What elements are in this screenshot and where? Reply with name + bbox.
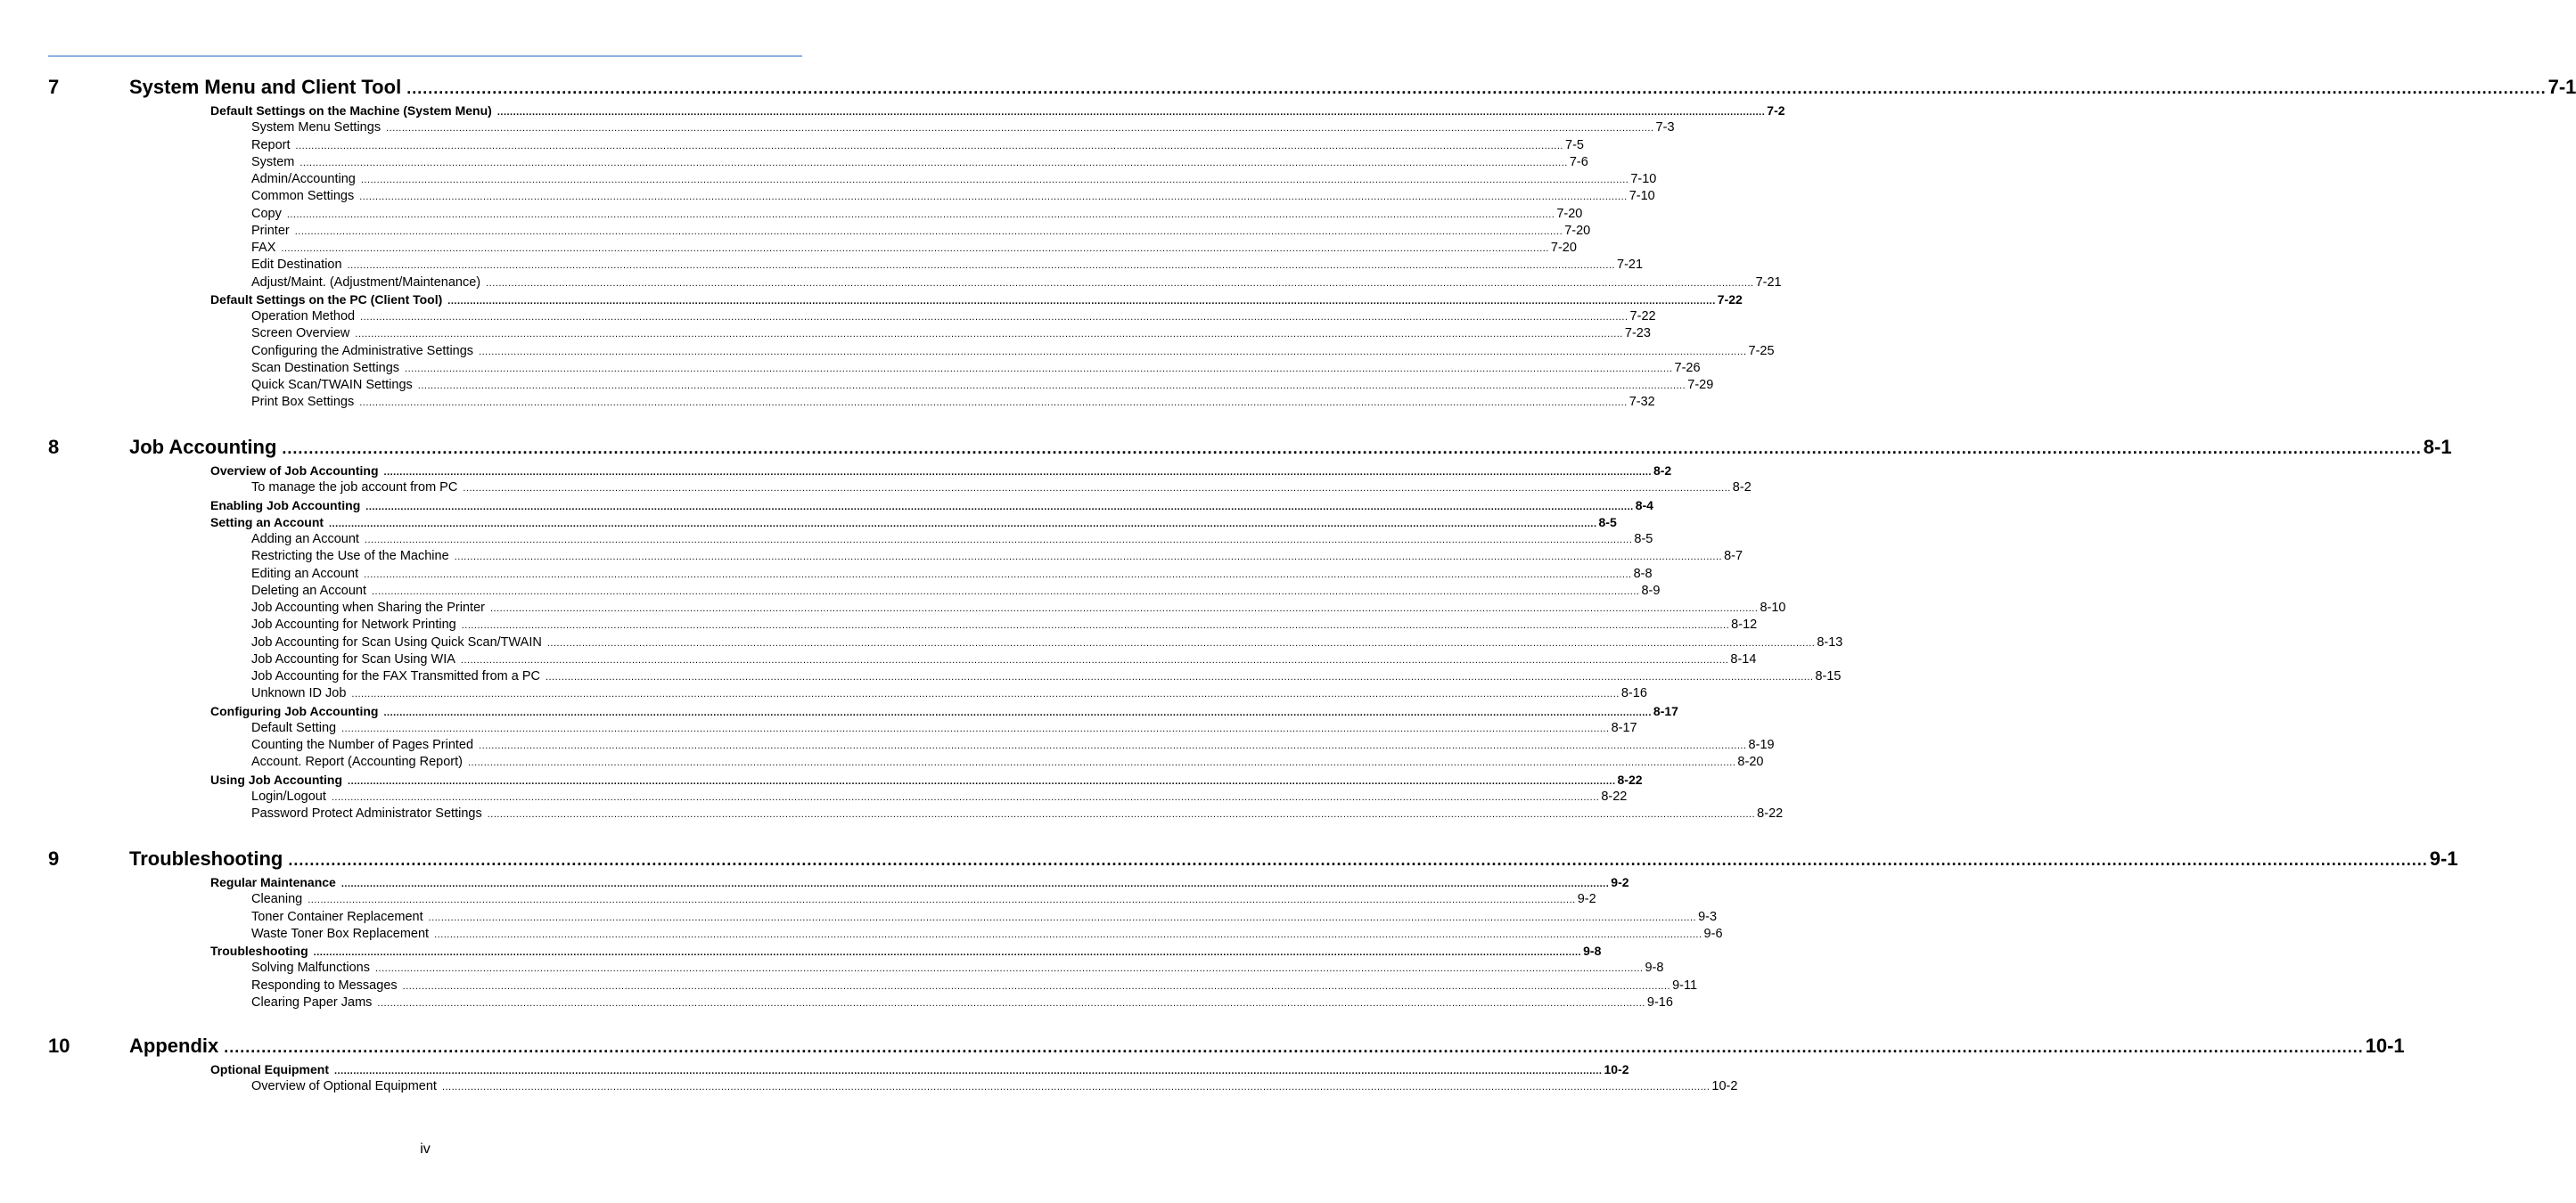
- dot-leader: ................................................................................................................................................................................................................................................................................................................................................................................................................: [489, 603, 1759, 614]
- toc-entry-title: Troubleshooting: [210, 944, 308, 958]
- toc-subsection[interactable]: [251, 754, 1764, 771]
- toc-subsection[interactable]: [251, 789, 1628, 806]
- dot-leader: ................................................................................................................................................................................................................................................................................................................................................................................................................: [329, 518, 1597, 529]
- toc-subsection[interactable]: [251, 926, 1723, 943]
- toc-subsection[interactable]: [251, 325, 1651, 342]
- toc-subsection[interactable]: [251, 343, 1775, 360]
- dot-leader: ................................................................................................................................................................................................................................................................................................................................................................................................................: [351, 689, 1620, 700]
- toc-subsection[interactable]: [251, 685, 1647, 702]
- toc-entry-title: Restricting the Use of the Machine: [251, 549, 449, 564]
- toc-subsection[interactable]: [251, 377, 1714, 394]
- toc-entry-title: Print Box Settings: [251, 395, 355, 410]
- toc-entry-title: Adding an Account: [251, 532, 359, 546]
- dot-leader: ................................................................................................................................................................................................................................................................................................................................................................................................................: [331, 791, 1600, 803]
- toc-entry-title: Common Settings: [251, 189, 355, 204]
- toc-entry-page: 9-8: [1645, 961, 1664, 976]
- toc-subsection[interactable]: [251, 206, 1583, 223]
- toc-section[interactable]: [210, 1061, 1629, 1078]
- toc-entry-page: 8-13: [1817, 634, 1843, 650]
- toc-entry-page: 8-16: [1620, 686, 1647, 701]
- toc-entry-page: 8-19: [1748, 738, 1775, 752]
- toc-entry-page: 9-8: [1583, 944, 1602, 958]
- toc-entry-title: Deleting an Account: [251, 583, 366, 598]
- toc-entry-page: 7-2: [1767, 103, 1785, 118]
- toc-subsection[interactable]: [251, 188, 1655, 205]
- dot-leader: ................................................................................................................................................................................................................................................................................................................................................................................................................: [546, 637, 1816, 649]
- dot-leader: ................................................................................................................................................................................................................................................................................................................................................................................................................: [359, 192, 1628, 203]
- toc-entry-page: 10-2: [1711, 1079, 1738, 1094]
- chapter-title: Job Accounting: [129, 436, 277, 458]
- toc-entry-page: 8-17: [1611, 720, 1637, 735]
- header-rule: [48, 55, 802, 57]
- toc-entry-page: 7-10: [1630, 172, 1657, 186]
- dot-leader: ................................................................................................................................................................................................................................................................................................................................................................................................................: [460, 654, 1729, 666]
- toc-entry-page: 8-10: [1760, 601, 1786, 615]
- toc-entry-title: Toner Container Replacement: [251, 909, 423, 924]
- toc-section[interactable]: [210, 943, 1602, 960]
- toc-entry-title: Screen Overview: [251, 326, 350, 341]
- toc-subsection[interactable]: [251, 223, 1591, 240]
- dot-leader: ................................................................................................................................................................................................................................................................................................................................................................................................................: [364, 569, 1632, 580]
- toc-entry-page: 8-5: [1634, 532, 1653, 546]
- toc-entry-page: 8-12: [1731, 618, 1758, 633]
- dot-leader: ................................................................................................................................................................................................................................................................................................................................................................................................................: [355, 329, 1623, 340]
- toc-subsection[interactable]: [251, 566, 1653, 583]
- toc-entry-page: 8-14: [1730, 651, 1757, 667]
- toc-entry-title: Job Accounting for Scan Using Quick Scan/TWAIN: [251, 634, 542, 650]
- toc-entry-title: Default Setting: [251, 720, 337, 735]
- dot-leader: ................................................................................................................................................................................................................................................................................................................................................................................................................: [340, 879, 1610, 889]
- chapter-page: 7-1: [2547, 76, 2576, 98]
- toc-entry-page: 7-20: [1550, 241, 1577, 255]
- toc-entry-title: To manage the job account from PC: [251, 480, 458, 495]
- dot-leader: ................................................................................................................................................................................................................................................................................................................................................................................................................: [496, 107, 1766, 118]
- toc-subsection[interactable]: [251, 1078, 1738, 1095]
- dot-leader: ................................................................................................................................................................................................................................................................................................................................................................................................................: [428, 912, 1697, 923]
- toc-entry-page: 8-7: [1724, 549, 1743, 564]
- toc-entry-title: Report: [251, 137, 291, 152]
- chapter-title-line[interactable]: [129, 74, 2576, 101]
- dot-leader: ................................................................................................................................................................................................................................................................................................................................................................................................................: [282, 439, 2422, 457]
- dot-leader: ................................................................................................................................................................................................................................................................................................................................................................................................................: [383, 707, 1652, 718]
- chapter-heading[interactable]: [48, 74, 2576, 101]
- chapter-heading[interactable]: [48, 1033, 2405, 1060]
- dot-leader: ................................................................................................................................................................................................................................................................................................................................................................................................................: [360, 312, 1628, 323]
- toc-entry-page: 7-3: [1655, 120, 1675, 135]
- toc-entry-page: 7-20: [1556, 206, 1583, 221]
- chapter-heading[interactable]: [48, 434, 2452, 461]
- toc-entry-page: 9-2: [1577, 892, 1596, 907]
- toc-subsection[interactable]: [251, 360, 1701, 377]
- dot-leader: ................................................................................................................................................................................................................................................................................................................................................................................................................: [224, 1038, 2364, 1056]
- dot-leader: ................................................................................................................................................................................................................................................................................................................................................................................................................: [294, 225, 1563, 237]
- chapter-number: 8: [48, 436, 60, 458]
- toc-subsection[interactable]: [251, 891, 1596, 908]
- dot-leader: ................................................................................................................................................................................................................................................................................................................................................................................................................: [348, 775, 1616, 787]
- toc-subsection[interactable]: [251, 960, 1664, 977]
- toc-entry-title: Edit Destination: [251, 258, 342, 273]
- toc-entry-title: Default Settings on the PC (Client Tool): [210, 291, 443, 307]
- toc-entry-page: 7-25: [1748, 343, 1775, 358]
- chapter-title: Appendix: [129, 1035, 219, 1057]
- toc-entry-title: Configuring Job Accounting: [210, 703, 379, 718]
- dot-leader: ................................................................................................................................................................................................................................................................................................................................................................................................................: [299, 157, 1568, 168]
- toc-entry-title: Overview of Optional Equipment: [251, 1079, 437, 1094]
- dot-leader: ................................................................................................................................................................................................................................................................................................................................................................................................................: [486, 277, 1754, 289]
- toc-entry-title: Setting an Account: [210, 514, 324, 529]
- toc-entry-title: Unknown ID Job: [251, 686, 347, 701]
- dot-leader: ................................................................................................................................................................................................................................................................................................................................................................................................................: [479, 346, 1747, 357]
- toc-subsection[interactable]: [251, 978, 1698, 994]
- chapter-page: 9-1: [2429, 847, 2458, 870]
- toc-entry-page: 8-5: [1598, 514, 1617, 529]
- toc-subsection[interactable]: [251, 257, 1644, 274]
- toc-subsection[interactable]: [251, 119, 1675, 136]
- dot-leader: ................................................................................................................................................................................................................................................................................................................................................................................................................: [461, 620, 1730, 632]
- toc-entry-title: System: [251, 154, 295, 169]
- chapter-page: 10-1: [2365, 1035, 2405, 1057]
- toc-entry-title: Quick Scan/TWAIN Settings: [251, 378, 413, 392]
- toc-subsection[interactable]: [251, 651, 1757, 668]
- toc-subsection[interactable]: [251, 617, 1758, 634]
- dot-leader: ................................................................................................................................................................................................................................................................................................................................................................................................................: [434, 929, 1702, 940]
- toc-entry-title: System Menu Settings: [251, 120, 381, 135]
- toc-entry-title: Printer: [251, 223, 290, 238]
- toc-entry-page: 7-32: [1628, 395, 1655, 410]
- dot-leader: ................................................................................................................................................................................................................................................................................................................................................................................................................: [359, 397, 1628, 409]
- toc-subsection[interactable]: [251, 600, 1786, 617]
- chapter-number: 9: [48, 847, 60, 870]
- toc-section[interactable]: [210, 772, 1643, 789]
- chapter-title: System Menu and Client Tool: [129, 76, 402, 98]
- dot-leader: ................................................................................................................................................................................................................................................................................................................................................................................................................: [286, 209, 1555, 220]
- toc-entry-page: 7-29: [1687, 378, 1714, 392]
- toc-entry-page: 7-20: [1564, 223, 1591, 238]
- chapter-heading[interactable]: [48, 846, 2458, 872]
- toc-entry-page: 9-3: [1698, 909, 1718, 924]
- toc-section[interactable]: [210, 874, 1629, 891]
- toc-subsection[interactable]: [251, 531, 1653, 548]
- toc-entry-title: Cleaning: [251, 892, 303, 907]
- toc-subsection[interactable]: [251, 737, 1775, 754]
- dot-leader: ................................................................................................................................................................................................................................................................................................................................................................................................................: [360, 175, 1629, 185]
- toc-entry-title: Admin/Accounting: [251, 172, 356, 186]
- toc-subsection[interactable]: [251, 668, 1842, 685]
- dot-leader: ................................................................................................................................................................................................................................................................................................................................................................................................................: [371, 585, 1640, 597]
- toc-subsection[interactable]: [251, 171, 1657, 188]
- toc-entry-title: Clearing Paper Jams: [251, 994, 373, 1010]
- toc-entry-page: 9-11: [1672, 978, 1698, 993]
- toc-entry-page: 7-26: [1674, 360, 1701, 375]
- toc-subsection[interactable]: [251, 583, 1661, 600]
- toc-entry-page: 8-22: [1757, 806, 1784, 821]
- toc-entry-title: Copy: [251, 206, 282, 221]
- dot-leader: ................................................................................................................................................................................................................................................................................................................................................................................................................: [487, 809, 1756, 820]
- dot-leader: ................................................................................................................................................................................................................................................................................................................................................................................................................: [467, 757, 1736, 769]
- dot-leader: ................................................................................................................................................................................................................................................................................................................................................................................................................: [365, 501, 1634, 512]
- toc-entry-page: 7-10: [1628, 189, 1655, 204]
- toc-entry-title: Overview of Job Accounting: [210, 463, 379, 478]
- toc-subsection[interactable]: [251, 548, 1743, 565]
- page-number: iv: [420, 1142, 431, 1157]
- dot-leader: ................................................................................................................................................................................................................................................................................................................................................................................................................: [288, 851, 2428, 869]
- chapter-title: Troubleshooting: [129, 847, 283, 870]
- dot-leader: ................................................................................................................................................................................................................................................................................................................................................................................................................: [383, 467, 1652, 478]
- dot-leader: ................................................................................................................................................................................................................................................................................................................................................................................................................: [402, 980, 1671, 992]
- toc-entry-page: 8-17: [1653, 703, 1678, 718]
- toc-entry-page: 10-2: [1604, 1062, 1629, 1076]
- dot-leader: ................................................................................................................................................................................................................................................................................................................................................................................................................: [341, 723, 1610, 734]
- toc-subsection[interactable]: [251, 137, 1584, 154]
- toc-entry-title: Editing an Account: [251, 566, 359, 581]
- dot-leader: ................................................................................................................................................................................................................................................................................................................................................................................................................: [295, 140, 1563, 151]
- toc-entry-title: Job Accounting for the FAX Transmitted from a PC: [251, 669, 540, 683]
- toc-entry-title: Configuring the Administrative Settings: [251, 343, 474, 358]
- dot-leader: ................................................................................................................................................................................................................................................................................................................................................................................................................: [405, 363, 1673, 374]
- toc-entry-title: Regular Maintenance: [210, 875, 336, 889]
- toc-entry-page: 9-6: [1703, 926, 1723, 941]
- dot-leader: ................................................................................................................................................................................................................................................................................................................................................................................................................: [308, 895, 1576, 906]
- toc-subsection[interactable]: [251, 154, 1588, 171]
- toc-entry-page: 8-2: [1653, 463, 1672, 478]
- dot-leader: ................................................................................................................................................................................................................................................................................................................................................................................................................: [441, 1082, 1710, 1093]
- toc-entry-title: Adjust/Maint. (Adjustment/Maintenance): [251, 274, 481, 290]
- toc-entry-page: 8-9: [1641, 583, 1661, 598]
- toc-entry-page: 7-22: [1629, 309, 1656, 323]
- toc-entry-page: 7-6: [1569, 154, 1588, 169]
- toc-entry-title: Login/Logout: [251, 789, 326, 804]
- toc-subsection[interactable]: [251, 909, 1718, 926]
- dot-leader: ................................................................................................................................................................................................................................................................................................................................................................................................................: [447, 295, 1716, 307]
- toc-entry-title: Default Settings on the Machine (System Menu): [210, 103, 492, 118]
- chapter-title-line[interactable]: [129, 846, 2458, 872]
- toc-entry-title: Enabling Job Accounting: [210, 497, 361, 512]
- toc-section[interactable]: [210, 497, 1653, 514]
- dot-leader: ................................................................................................................................................................................................................................................................................................................................................................................................................: [386, 123, 1654, 135]
- dot-leader: ................................................................................................................................................................................................................................................................................................................................................................................................................: [406, 79, 2547, 97]
- toc-section[interactable]: [210, 514, 1617, 531]
- toc-entry-page: 8-4: [1635, 497, 1653, 512]
- toc-entry-title: Password Protect Administrator Settings: [251, 806, 482, 821]
- dot-leader: ................................................................................................................................................................................................................................................................................................................................................................................................................: [281, 243, 1549, 254]
- toc-entry-title: Scan Destination Settings: [251, 360, 400, 375]
- chapter-title-line[interactable]: [129, 1033, 2405, 1060]
- dot-leader: ................................................................................................................................................................................................................................................................................................................................................................................................................: [454, 552, 1723, 563]
- toc-entry-title: Solving Malfunctions: [251, 961, 370, 976]
- dot-leader: ................................................................................................................................................................................................................................................................................................................................................................................................................: [364, 535, 1633, 545]
- toc-entry-page: 9-16: [1646, 994, 1673, 1010]
- toc-subsection[interactable]: [251, 994, 1673, 1011]
- toc-section[interactable]: [210, 462, 1672, 479]
- toc-section[interactable]: [210, 703, 1678, 720]
- chapter-number: 10: [48, 1035, 70, 1057]
- dot-leader: ................................................................................................................................................................................................................................................................................................................................................................................................................: [377, 997, 1645, 1009]
- toc-entry-page: 7-21: [1617, 258, 1644, 273]
- toc-entry-title: Using Job Accounting: [210, 772, 343, 787]
- toc-entry-page: 8-22: [1617, 772, 1643, 787]
- toc-entry-page: 8-2: [1732, 480, 1752, 495]
- toc-entry-page: 7-21: [1755, 274, 1782, 290]
- chapter-number: 7: [48, 76, 60, 98]
- toc-entry-title: Counting the Number of Pages Printed: [251, 738, 474, 752]
- dot-leader: ................................................................................................................................................................................................................................................................................................................................................................................................................: [463, 483, 1731, 495]
- toc-subsection[interactable]: [251, 308, 1656, 325]
- toc-entry-title: Job Accounting for Network Printing: [251, 618, 456, 633]
- toc-entry-page: 7-22: [1717, 291, 1743, 307]
- toc-entry-title: Responding to Messages: [251, 978, 398, 993]
- toc-entry-page: 8-20: [1737, 755, 1764, 770]
- dot-leader: ................................................................................................................................................................................................................................................................................................................................................................................................................: [375, 963, 1644, 975]
- toc-entry-title: Operation Method: [251, 309, 356, 323]
- toc-entry-page: 7-5: [1565, 137, 1584, 152]
- dot-leader: ................................................................................................................................................................................................................................................................................................................................................................................................................: [334, 1066, 1603, 1076]
- toc-entry-page: 7-23: [1624, 326, 1651, 341]
- toc-subsection[interactable]: [251, 720, 1637, 737]
- toc-entry-title: FAX: [251, 241, 276, 255]
- toc-section[interactable]: [210, 102, 1785, 119]
- dot-leader: ................................................................................................................................................................................................................................................................................................................................................................................................................: [417, 381, 1686, 391]
- toc-entry-page: 8-8: [1633, 566, 1653, 581]
- dot-leader: ................................................................................................................................................................................................................................................................................................................................................................................................................: [479, 741, 1747, 751]
- chapter-title-line[interactable]: [129, 434, 2452, 461]
- toc-entry-title: Job Accounting when Sharing the Printer: [251, 601, 485, 615]
- toc-subsection[interactable]: [251, 394, 1655, 411]
- dot-leader: ................................................................................................................................................................................................................................................................................................................................................................................................................: [545, 672, 1814, 683]
- toc-entry-title: Waste Toner Box Replacement: [251, 926, 430, 941]
- toc-entry-title: Optional Equipment: [210, 1062, 329, 1076]
- toc-subsection[interactable]: [251, 479, 1752, 496]
- toc-subsection[interactable]: [251, 240, 1577, 257]
- dot-leader: ................................................................................................................................................................................................................................................................................................................................................................................................................: [313, 947, 1582, 958]
- toc-subsection[interactable]: [251, 806, 1784, 822]
- chapter-page: 8-1: [2423, 436, 2452, 458]
- toc-subsection[interactable]: [251, 634, 1843, 651]
- dot-leader: ................................................................................................................................................................................................................................................................................................................................................................................................................: [347, 260, 1616, 272]
- toc-entry-page: 8-15: [1815, 669, 1842, 683]
- toc-subsection[interactable]: [251, 274, 1782, 291]
- toc-entry-title: Job Accounting for Scan Using WIA: [251, 651, 455, 667]
- toc-entry-page: 8-22: [1601, 789, 1628, 804]
- toc-entry-title: Account. Report (Accounting Report): [251, 755, 463, 770]
- toc-section[interactable]: [210, 291, 1743, 308]
- toc-entry-page: 9-2: [1611, 875, 1629, 889]
